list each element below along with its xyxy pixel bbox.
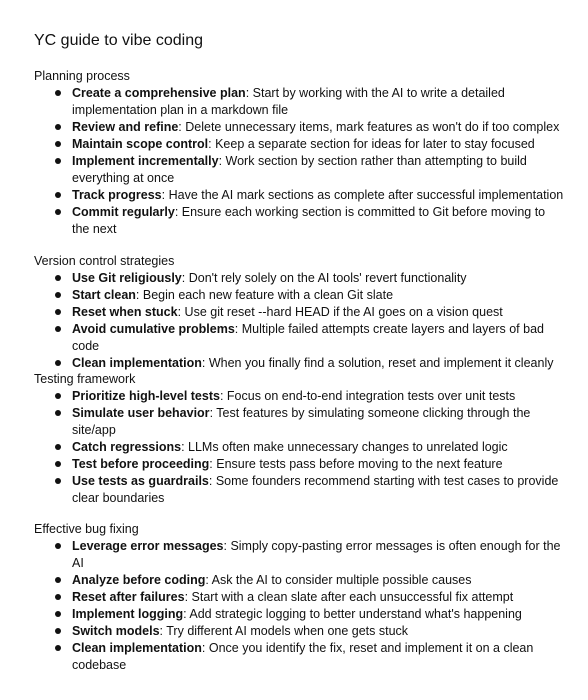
bullet-icon xyxy=(55,309,61,315)
item-description: Multiple failed attempts create layers and layers of bad code xyxy=(72,322,544,353)
item-term: Prioritize high-level tests xyxy=(72,389,220,403)
item-term: Implement incrementally xyxy=(72,154,219,168)
item-term: Avoid cumulative problems xyxy=(72,322,235,336)
bullet-list xyxy=(34,85,564,238)
item-description: Focus on end-to-end integration tests over unit tests xyxy=(226,389,516,403)
section-heading: Testing framework xyxy=(34,372,136,386)
item-description: Delete unnecessary items, mark features as won't do if too complex xyxy=(185,120,560,134)
list-item: Implement logging: Add strategic logging to better understand what's happening xyxy=(34,606,564,623)
bullet-icon xyxy=(55,90,61,96)
bullet-icon xyxy=(55,209,61,215)
item-term: Use Git religiously xyxy=(72,271,182,285)
section-effective-bug-fixing xyxy=(34,521,564,674)
bullet-icon xyxy=(55,628,61,634)
item-term: Simulate user behavior xyxy=(72,406,210,420)
item-description: Don't rely solely on the AI tools' revert functionality xyxy=(188,271,467,285)
bullet-icon xyxy=(55,478,61,484)
bullet-icon xyxy=(55,275,61,281)
item-term: Leverage error messages xyxy=(72,539,224,553)
item-term: Clean implementation xyxy=(72,641,202,655)
bullet-icon xyxy=(55,577,61,583)
list-item: Implement incrementally: Work section by section rather than attempting to build everything at once xyxy=(34,153,564,187)
item-term: Start clean xyxy=(72,288,136,302)
item-description: Have the AI mark sections as complete after successful implementation xyxy=(168,188,564,202)
list-item: Prioritize high-level tests: Focus on end-to-end integration tests over unit tests xyxy=(34,388,564,405)
item-term: Track progress xyxy=(72,188,162,202)
list-item: Leverage error messages: Simply copy-pasting error messages is often enough for the AI xyxy=(34,538,564,572)
bullet-icon xyxy=(55,461,61,467)
list-item: Reset after failures: Start with a clean slate after each unsuccessful fix attempt xyxy=(34,589,564,606)
bullet-icon xyxy=(55,192,61,198)
item-description: Start with a clean slate after each unsuccessful fix attempt xyxy=(191,590,514,604)
bullet-icon xyxy=(55,292,61,298)
list-item: Reset when stuck: Use git reset --hard HEAD if the AI goes on a vision quest xyxy=(34,304,564,321)
list-item: Review and refine: Delete unnecessary items, mark features as won't do if too complex xyxy=(34,119,564,136)
bullet-icon xyxy=(55,444,61,450)
list-item: Maintain scope control: Keep a separate section for ideas for later to stay focused xyxy=(34,136,564,153)
bullet-icon xyxy=(55,158,61,164)
item-term: Review and refine xyxy=(72,120,179,134)
list-item: Clean implementation: Once you identify the fix, reset and implement it on a clean codebase xyxy=(34,640,564,674)
list-item: Commit regularly: Ensure each working section is committed to Git before moving to the next xyxy=(34,204,564,238)
bullet-icon xyxy=(55,124,61,130)
list-item: Switch models: Try different AI models when one gets stuck xyxy=(34,623,564,640)
bullet-list xyxy=(34,538,564,674)
bullet-icon xyxy=(55,393,61,399)
item-term: Switch models xyxy=(72,624,160,638)
bullet-icon xyxy=(55,543,61,549)
section-testing-framework xyxy=(34,371,564,507)
list-item: Avoid cumulative problems: Multiple failed attempts create layers and layers of bad code xyxy=(34,321,564,355)
item-term: Reset when stuck xyxy=(72,305,178,319)
item-term: Clean implementation xyxy=(72,356,202,370)
item-term: Reset after failures xyxy=(72,590,185,604)
item-description: Start by working with the AI to write a detailed implementation plan in a markdown file xyxy=(72,86,505,117)
item-description: Once you identify the fix, reset and implement it on a clean codebase xyxy=(72,641,534,672)
bullet-icon xyxy=(55,141,61,147)
item-term: Commit regularly xyxy=(72,205,175,219)
section-heading: Planning process xyxy=(34,69,130,83)
bullet-icon xyxy=(55,645,61,651)
bullet-icon xyxy=(55,611,61,617)
item-description: Ensure tests pass before moving to the next feature xyxy=(216,457,503,471)
section-planning-process xyxy=(34,68,564,238)
item-description: Ensure each working section is committed to Git before moving to the next xyxy=(72,205,546,236)
list-item: Clean implementation: When you finally find a solution, reset and implement it cleanly xyxy=(34,355,564,372)
item-term: Test before proceeding xyxy=(72,457,210,471)
item-description: Some founders recommend starting with test cases to provide clear boundaries xyxy=(72,474,559,505)
item-term: Maintain scope control xyxy=(72,137,209,151)
section-heading: Effective bug fixing xyxy=(34,522,139,536)
list-item: Test before proceeding: Ensure tests pass before moving to the next feature xyxy=(34,456,564,473)
item-description: Use git reset --hard HEAD if the AI goes on a vision quest xyxy=(184,305,503,319)
section-heading: Version control strategies xyxy=(34,254,175,268)
list-item: Create a comprehensive plan: Start by working with the AI to write a detailed implementation plan in a markdown file xyxy=(34,85,564,119)
list-item: Catch regressions: LLMs often make unnecessary changes to unrelated logic xyxy=(34,439,564,456)
item-description: Add strategic logging to better understand what's happening xyxy=(189,607,522,621)
item-description: Keep a separate section for ideas for later to stay focused xyxy=(215,137,535,151)
item-description: Begin each new feature with a clean Git slate xyxy=(142,288,394,302)
page-title: YC guide to vibe coding xyxy=(34,32,203,49)
bullet-icon xyxy=(55,326,61,332)
item-term: Create a comprehensive plan xyxy=(72,86,246,100)
bullet-icon xyxy=(55,594,61,600)
bullet-icon xyxy=(55,360,61,366)
item-description: Work section by section rather than attempting to build everything at once xyxy=(72,154,527,185)
list-item: Use tests as guardrails: Some founders recommend starting with test cases to provide clear boundaries xyxy=(34,473,564,507)
item-description: When you finally find a solution, reset and implement it cleanly xyxy=(208,356,554,370)
bullet-icon xyxy=(55,410,61,416)
item-description: Ask the AI to consider multiple possible causes xyxy=(211,573,472,587)
item-term: Implement logging xyxy=(72,607,184,621)
list-item: Simulate user behavior: Test features by simulating someone clicking through the site/app xyxy=(34,405,564,439)
item-description: Simply copy-pasting error messages is often enough for the AI xyxy=(72,539,561,570)
bullet-list xyxy=(34,270,564,372)
item-description: Try different AI models when one gets stuck xyxy=(166,624,409,638)
list-item: Start clean: Begin each new feature with a clean Git slate xyxy=(34,287,564,304)
list-item: Use Git religiously: Don't rely solely on the AI tools' revert functionality xyxy=(34,270,564,287)
item-term: Use tests as guardrails xyxy=(72,474,209,488)
bullet-list xyxy=(34,388,564,507)
item-description: LLMs often make unnecessary changes to unrelated logic xyxy=(188,440,508,454)
item-term: Analyze before coding xyxy=(72,573,206,587)
list-item: Analyze before coding: Ask the AI to consider multiple possible causes xyxy=(34,572,564,589)
list-item: Track progress: Have the AI mark sections as complete after successful implementation xyxy=(34,187,564,204)
item-description: Test features by simulating someone clicking through the site/app xyxy=(72,406,531,437)
section-version-control-strategies xyxy=(34,253,564,372)
item-term: Catch regressions xyxy=(72,440,182,454)
